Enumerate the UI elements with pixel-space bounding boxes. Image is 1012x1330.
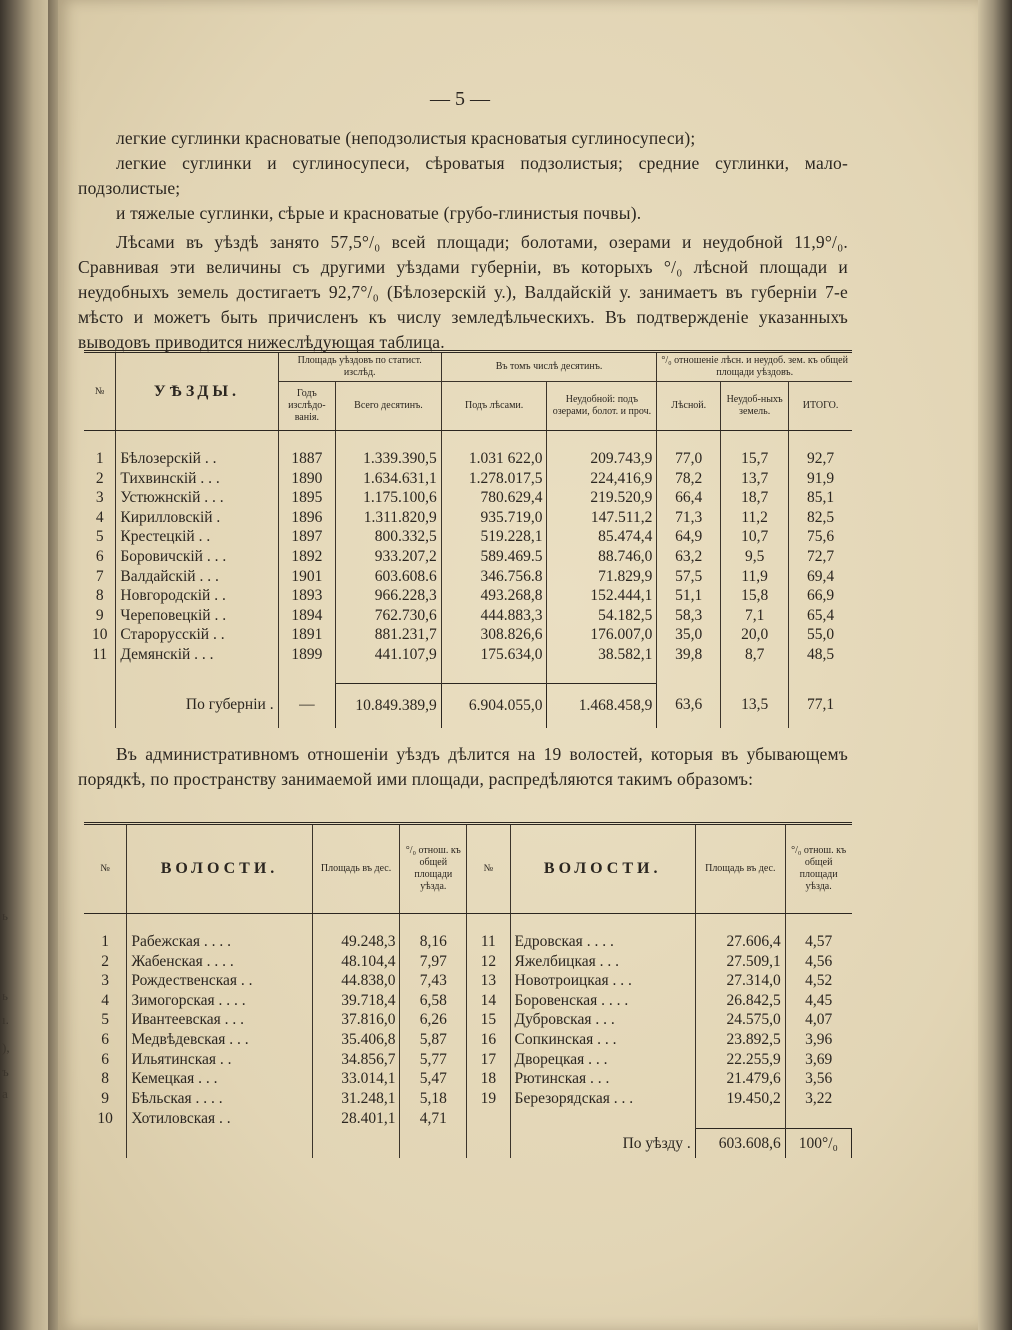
cell-total: 1.339.390,5 bbox=[336, 449, 442, 469]
cell-up: 15,8 bbox=[721, 586, 789, 606]
cell-name: Дворецкая . . . bbox=[510, 1050, 695, 1070]
col-pct-header: °/₀ отнош. къ общей площади уѣзда. bbox=[400, 824, 467, 914]
cell-area: 31.248,1 bbox=[312, 1089, 400, 1109]
cell-no: 3 bbox=[101, 972, 110, 990]
cell-no: 4 bbox=[95, 508, 104, 526]
cell-pct: 4,45 bbox=[785, 991, 851, 1011]
cell-fp: 35,0 bbox=[657, 625, 721, 645]
cell-name: Кирилловскій . bbox=[116, 508, 278, 528]
cell-no: 6 bbox=[95, 547, 104, 565]
cell-name: Новотроицкая . . . bbox=[510, 971, 695, 991]
col-forest-header: Подъ лѣсами. bbox=[441, 382, 547, 431]
cell-forest: 1.278.017,5 bbox=[441, 469, 547, 489]
cell-no: 7 bbox=[95, 567, 104, 585]
cell-area: 44.838,0 bbox=[312, 971, 400, 991]
table-row bbox=[84, 449, 852, 469]
prev-page-fragment: ı. bbox=[2, 1012, 9, 1027]
col-no-header-2: № bbox=[467, 824, 510, 914]
cell-no: 17 bbox=[467, 1050, 510, 1070]
cell-fp: 63,2 bbox=[657, 547, 721, 567]
cell-no: 10 bbox=[91, 626, 108, 644]
cell-no: 5 bbox=[101, 1011, 110, 1029]
cell-forest: 935.719,0 bbox=[441, 508, 547, 528]
table-row bbox=[84, 971, 852, 991]
table-row bbox=[84, 991, 852, 1011]
cell-area: 49.248,3 bbox=[312, 932, 400, 952]
cell-pct: 6,58 bbox=[400, 991, 467, 1011]
cell-year: 1894 bbox=[278, 606, 336, 626]
total-unusable-pct: 13,5 bbox=[721, 683, 789, 728]
cell-name: Зимогорская . . . . bbox=[127, 991, 312, 1011]
page-right-edge bbox=[978, 0, 1012, 1330]
cell-up: 15,7 bbox=[721, 449, 789, 469]
cell-sum: 69,4 bbox=[789, 567, 852, 587]
cell-unusable: 224,416,9 bbox=[547, 469, 657, 489]
prev-page-fragment: а bbox=[2, 1086, 8, 1101]
cell-area: 34.856,7 bbox=[312, 1050, 400, 1070]
cell-fp: 58,3 bbox=[657, 606, 721, 626]
table-row bbox=[84, 645, 852, 665]
previous-page-edge bbox=[0, 0, 48, 1330]
cell-forest: 519.228,1 bbox=[441, 527, 547, 547]
cell-no: 18 bbox=[467, 1069, 510, 1089]
cell-no: 15 bbox=[467, 1010, 510, 1030]
cell-name: Едровская . . . . bbox=[510, 932, 695, 952]
paragraph: Въ административномъ отношеніи уѣздъ дѣлится на 19 волостей, которыя въ убывающемъ порядкѣ, по пространству занимаемой ими площади, распредѣляются такимъ образомъ: bbox=[78, 744, 848, 789]
cell-unusable: 71.829,9 bbox=[547, 567, 657, 587]
total-row bbox=[84, 1128, 852, 1158]
cell-name: Дубровская . . . bbox=[510, 1010, 695, 1030]
cell-forest: 175.634,0 bbox=[441, 645, 547, 665]
cell-sum: 72,7 bbox=[789, 547, 852, 567]
cell-pct: 3,56 bbox=[785, 1069, 851, 1089]
cell-name: Старорусскій . . bbox=[116, 625, 278, 645]
prev-page-fragment: ь bbox=[2, 988, 8, 1003]
cell-name: Ивантеевская . . . bbox=[127, 1010, 312, 1030]
cell-forest: 493.268,8 bbox=[441, 586, 547, 606]
cell-name: Березорядская . . . bbox=[510, 1089, 695, 1109]
table-row bbox=[84, 586, 852, 606]
cell-fp: 39,8 bbox=[657, 645, 721, 665]
cell-no: 16 bbox=[467, 1030, 510, 1050]
cell-area: 22.255,9 bbox=[695, 1050, 785, 1070]
cell-fp: 78,2 bbox=[657, 469, 721, 489]
cell-total: 1.311.820,9 bbox=[336, 508, 442, 528]
cell-year: 1893 bbox=[278, 586, 336, 606]
cell-pct: 3,22 bbox=[785, 1089, 851, 1109]
cell-pct: 7,43 bbox=[400, 971, 467, 991]
cell-no: 2 bbox=[95, 469, 104, 487]
cell-name: Боровичскій . . . bbox=[116, 547, 278, 567]
cell-sum: 48,5 bbox=[789, 645, 852, 665]
mid-text bbox=[78, 742, 848, 792]
cell-no: 9 bbox=[101, 1089, 110, 1107]
cell-total: 441.107,9 bbox=[336, 645, 442, 665]
cell-name: Бѣлозерскій . . bbox=[116, 449, 278, 469]
cell-forest: 444.883,3 bbox=[441, 606, 547, 626]
cell-no: 11 bbox=[467, 932, 510, 952]
cell-fp: 77,0 bbox=[657, 449, 721, 469]
total-pct: 100°/₀ bbox=[785, 1128, 851, 1158]
col-forest-pct-header: Лѣсной. bbox=[657, 382, 721, 431]
table-row bbox=[84, 625, 852, 645]
cell-area: 19.450,2 bbox=[695, 1089, 785, 1109]
cell-sum: 85,1 bbox=[789, 488, 852, 508]
cell-name: Медвѣдевская . . . bbox=[127, 1030, 312, 1050]
col-pct-header-2: °/₀ отнош. къ общей площади уѣзда. bbox=[785, 824, 851, 914]
cell-name: Тихвинскій . . . bbox=[116, 469, 278, 489]
cell-fp: 66,4 bbox=[657, 488, 721, 508]
cell-area: 28.401,1 bbox=[312, 1108, 400, 1128]
col-year-header: Годъ изслѣдо-ванія. bbox=[278, 382, 336, 431]
cell-no: 4 bbox=[101, 991, 110, 1009]
col-volosti-header: ВОЛОСТИ. bbox=[127, 824, 312, 914]
cell-name: Валдайскій . . . bbox=[116, 567, 278, 587]
cell-area: 23.892,5 bbox=[695, 1030, 785, 1050]
group-area-header: Площадь уѣздовъ по статист. изслѣд. bbox=[278, 352, 441, 382]
cell-name: Новгородскій . . bbox=[116, 586, 278, 606]
cell-sum: 75,6 bbox=[789, 527, 852, 547]
table-row bbox=[84, 1010, 852, 1030]
cell-pct: 7,97 bbox=[400, 952, 467, 972]
cell-name: Боровенская . . . . bbox=[510, 991, 695, 1011]
cell-year: 1901 bbox=[278, 567, 336, 587]
table-row bbox=[84, 508, 852, 528]
total-area: 603.608,6 bbox=[695, 1128, 785, 1158]
table-row bbox=[84, 547, 852, 567]
cell-name: Хотиловская . . bbox=[127, 1108, 312, 1128]
cell-name: Яжелбицкая . . . bbox=[510, 952, 695, 972]
cell-area bbox=[695, 1108, 785, 1128]
cell-area: 33.014,1 bbox=[312, 1069, 400, 1089]
cell-no: 11 bbox=[92, 645, 108, 663]
cell-no: 6 bbox=[101, 1050, 110, 1068]
cell-up: 8,7 bbox=[721, 645, 789, 665]
cell-area: 35.406,8 bbox=[312, 1030, 400, 1050]
cell-name: Крестецкій . . bbox=[116, 527, 278, 547]
cell-total: 1.634.631,1 bbox=[336, 469, 442, 489]
cell-unusable: 38.582,1 bbox=[547, 645, 657, 665]
cell-no: 3 bbox=[95, 489, 104, 507]
cell-name: Череповецкій . . bbox=[116, 606, 278, 626]
cell-up: 10,7 bbox=[721, 527, 789, 547]
cell-area: 48.104,4 bbox=[312, 952, 400, 972]
col-itogo-header: ИТОГО. bbox=[789, 382, 852, 431]
cell-unusable: 152.444,1 bbox=[547, 586, 657, 606]
cell-year: 1899 bbox=[278, 645, 336, 665]
cell-no: 5 bbox=[95, 528, 104, 546]
table-row bbox=[84, 488, 852, 508]
cell-name: Ильятинская . . bbox=[127, 1050, 312, 1070]
col-unusable-pct-header: Неудоб-ныхъ земель. bbox=[721, 382, 789, 431]
cell-up: 7,1 bbox=[721, 606, 789, 626]
table-row bbox=[84, 1030, 852, 1050]
cell-total: 1.175.100,6 bbox=[336, 488, 442, 508]
cell-forest: 346.756.8 bbox=[441, 567, 547, 587]
cell-sum: 91,9 bbox=[789, 469, 852, 489]
cell-year: 1887 bbox=[278, 449, 336, 469]
cell-year: 1890 bbox=[278, 469, 336, 489]
cell-no: 10 bbox=[97, 1109, 113, 1127]
cell-name: Сопкинская . . . bbox=[510, 1030, 695, 1050]
group-incl-header: Въ томъ числѣ десятинъ. bbox=[441, 352, 657, 382]
cell-name: Рождественская . . bbox=[127, 971, 312, 991]
cell-pct: 5,87 bbox=[400, 1030, 467, 1050]
cell-area: 27.606,4 bbox=[695, 932, 785, 952]
table-row bbox=[84, 606, 852, 626]
cell-pct: 4,07 bbox=[785, 1010, 851, 1030]
cell-no: 8 bbox=[101, 1070, 110, 1088]
cell-forest: 589.469.5 bbox=[441, 547, 547, 567]
cell-sum: 82,5 bbox=[789, 508, 852, 528]
cell-no: 14 bbox=[467, 991, 510, 1011]
table-row bbox=[84, 932, 852, 952]
cell-pct: 4,71 bbox=[400, 1108, 467, 1128]
cell-name: Бѣльская . . . . bbox=[127, 1089, 312, 1109]
table-row bbox=[84, 469, 852, 489]
cell-year: 1896 bbox=[278, 508, 336, 528]
table-row bbox=[84, 1069, 852, 1089]
col-total-header: Всего десятинъ. bbox=[336, 382, 442, 431]
table-row bbox=[84, 1089, 852, 1109]
cell-unusable: 85.474,4 bbox=[547, 527, 657, 547]
cell-unusable: 219.520,9 bbox=[547, 488, 657, 508]
cell-forest: 780.629,4 bbox=[441, 488, 547, 508]
cell-sum: 55,0 bbox=[789, 625, 852, 645]
cell-area: 27.509,1 bbox=[695, 952, 785, 972]
cell-pct: 6,26 bbox=[400, 1010, 467, 1030]
col-area-header-2: Площадь въ дес. bbox=[695, 824, 785, 914]
cell-up: 11,9 bbox=[721, 567, 789, 587]
cell-area: 27.314,0 bbox=[695, 971, 785, 991]
cell-sum: 66,9 bbox=[789, 586, 852, 606]
total-label: По уѣзду . bbox=[510, 1128, 695, 1158]
total-forest: 6.904.055,0 bbox=[441, 683, 547, 728]
cell-name: Кемецкая . . . bbox=[127, 1069, 312, 1089]
cell-fp: 51,1 bbox=[657, 586, 721, 606]
intro-text bbox=[78, 126, 848, 355]
cell-up: 13,7 bbox=[721, 469, 789, 489]
cell-total: 762.730,6 bbox=[336, 606, 442, 626]
cell-total: 603.608.6 bbox=[336, 567, 442, 587]
cell-name: Рабежская . . . . bbox=[127, 932, 312, 952]
group-pct-header: °/₀ отношеніе лѣсн. и неудоб. зем. къ общей площади уѣздовъ. bbox=[657, 352, 852, 382]
cell-up: 18,7 bbox=[721, 488, 789, 508]
total-sum-pct: 77,1 bbox=[789, 683, 852, 728]
cell-no: 12 bbox=[467, 952, 510, 972]
cell-total: 800.332,5 bbox=[336, 527, 442, 547]
cell-no: 13 bbox=[467, 971, 510, 991]
total-year: — bbox=[278, 683, 336, 728]
cell-unusable: 209.743,9 bbox=[547, 449, 657, 469]
uezd-table bbox=[84, 350, 852, 728]
table-row bbox=[84, 527, 852, 547]
cell-sum: 65,4 bbox=[789, 606, 852, 626]
cell-unusable: 88.746,0 bbox=[547, 547, 657, 567]
col-uezdy-header: УѢЗДЫ. bbox=[116, 352, 278, 431]
cell-year: 1895 bbox=[278, 488, 336, 508]
cell-no: 9 bbox=[95, 606, 104, 624]
paragraph: легкие суглинки и суглиносупеси, сѣроватыя подзолистыя; средние суглинки, мало-подзолистые; bbox=[78, 153, 848, 198]
cell-pct: 8,16 bbox=[400, 932, 467, 952]
prev-page-fragment: ъ bbox=[2, 1064, 9, 1079]
cell-fp: 71,3 bbox=[657, 508, 721, 528]
total-area: 10.849.389,9 bbox=[336, 683, 442, 728]
cell-no: 1 bbox=[95, 450, 104, 467]
total-row bbox=[84, 683, 852, 728]
cell-forest: 308.826,6 bbox=[441, 625, 547, 645]
cell-area: 37.816,0 bbox=[312, 1010, 400, 1030]
cell-area: 26.842,5 bbox=[695, 991, 785, 1011]
cell-no: 1 bbox=[101, 933, 110, 950]
page-number: — 5 — bbox=[430, 88, 490, 110]
cell-fp: 57,5 bbox=[657, 567, 721, 587]
total-forest-pct: 63,6 bbox=[657, 683, 721, 728]
volosti-table bbox=[84, 822, 852, 1158]
col-no-header: № bbox=[84, 352, 116, 431]
cell-total: 966.228,3 bbox=[336, 586, 442, 606]
col-unusable-header: Неудобной: подъ озерами, болот. и проч. bbox=[547, 382, 657, 431]
cell-unusable: 147.511,2 bbox=[547, 508, 657, 528]
col-area-header: Площадь въ дес. bbox=[312, 824, 400, 914]
col-volosti-header-2: ВОЛОСТИ. bbox=[510, 824, 695, 914]
cell-name: Устюжнскій . . . bbox=[116, 488, 278, 508]
cell-up: 20,0 bbox=[721, 625, 789, 645]
table-row bbox=[84, 1108, 852, 1128]
cell-pct: 5,77 bbox=[400, 1050, 467, 1070]
cell-sum: 92,7 bbox=[789, 449, 852, 469]
cell-pct: 3,69 bbox=[785, 1050, 851, 1070]
cell-up: 9,5 bbox=[721, 547, 789, 567]
total-unusable: 1.468.458,9 bbox=[547, 683, 657, 728]
cell-no: 8 bbox=[95, 587, 104, 605]
cell-fp: 64,9 bbox=[657, 527, 721, 547]
cell-forest: 1.031 622,0 bbox=[441, 449, 547, 469]
table-row bbox=[84, 567, 852, 587]
cell-year: 1891 bbox=[278, 625, 336, 645]
cell-no bbox=[467, 1108, 510, 1128]
table-row bbox=[84, 1050, 852, 1070]
cell-year: 1892 bbox=[278, 547, 336, 567]
cell-pct bbox=[785, 1108, 851, 1128]
cell-name: Жабенская . . . . bbox=[127, 952, 312, 972]
cell-area: 24.575,0 bbox=[695, 1010, 785, 1030]
cell-pct: 3,96 bbox=[785, 1030, 851, 1050]
cell-area: 21.479,6 bbox=[695, 1069, 785, 1089]
prev-page-fragment: ь bbox=[2, 908, 8, 923]
paragraph: Лѣсами въ уѣздѣ занято 57,5°/₀ всей площади; болотами, озерами и неудобной 11,9°/₀. Сравнивая эти величины съ другими уѣздами губерніи, въ которыхъ °/₀ лѣсной площади и неудобныхъ земель достигаетъ 92,7°/₀ (Бѣлозерскій у.), Валдайскій у. занимаетъ въ губерніи 7-е мѣсто и можетъ быть причисленъ къ числу земледѣльческихъ. Въ подтвержденіе указанныхъ выводовъ приводится нижеслѣдующая таблица. bbox=[78, 232, 848, 352]
cell-year: 1897 bbox=[278, 527, 336, 547]
cell-total: 933.207,2 bbox=[336, 547, 442, 567]
cell-pct: 5,47 bbox=[400, 1069, 467, 1089]
col-no-header: № bbox=[84, 824, 127, 914]
cell-up: 11,2 bbox=[721, 508, 789, 528]
cell-area: 39.718,4 bbox=[312, 991, 400, 1011]
paragraph: легкие суглинки красноватые (неподзолистыя красноватыя суглиносупеси); bbox=[116, 128, 696, 148]
total-label: По губерніи . bbox=[116, 683, 278, 728]
cell-pct: 4,57 bbox=[785, 932, 851, 952]
prev-page-fragment: ), bbox=[2, 1040, 10, 1055]
paragraph: и тяжелые суглинки, сѣрые и красноватые (грубо-глинистыя почвы). bbox=[116, 203, 642, 223]
cell-no: 2 bbox=[101, 952, 110, 970]
cell-name: Рютинская . . . bbox=[510, 1069, 695, 1089]
cell-no: 6 bbox=[101, 1030, 110, 1048]
cell-no: 19 bbox=[467, 1089, 510, 1109]
cell-name: Демянскій . . . bbox=[116, 645, 278, 665]
cell-unusable: 54.182,5 bbox=[547, 606, 657, 626]
cell-pct: 4,52 bbox=[785, 971, 851, 991]
cell-name bbox=[510, 1108, 695, 1128]
cell-pct: 5,18 bbox=[400, 1089, 467, 1109]
cell-pct: 4,56 bbox=[785, 952, 851, 972]
table-row bbox=[84, 952, 852, 972]
cell-total: 881.231,7 bbox=[336, 625, 442, 645]
cell-unusable: 176.007,0 bbox=[547, 625, 657, 645]
